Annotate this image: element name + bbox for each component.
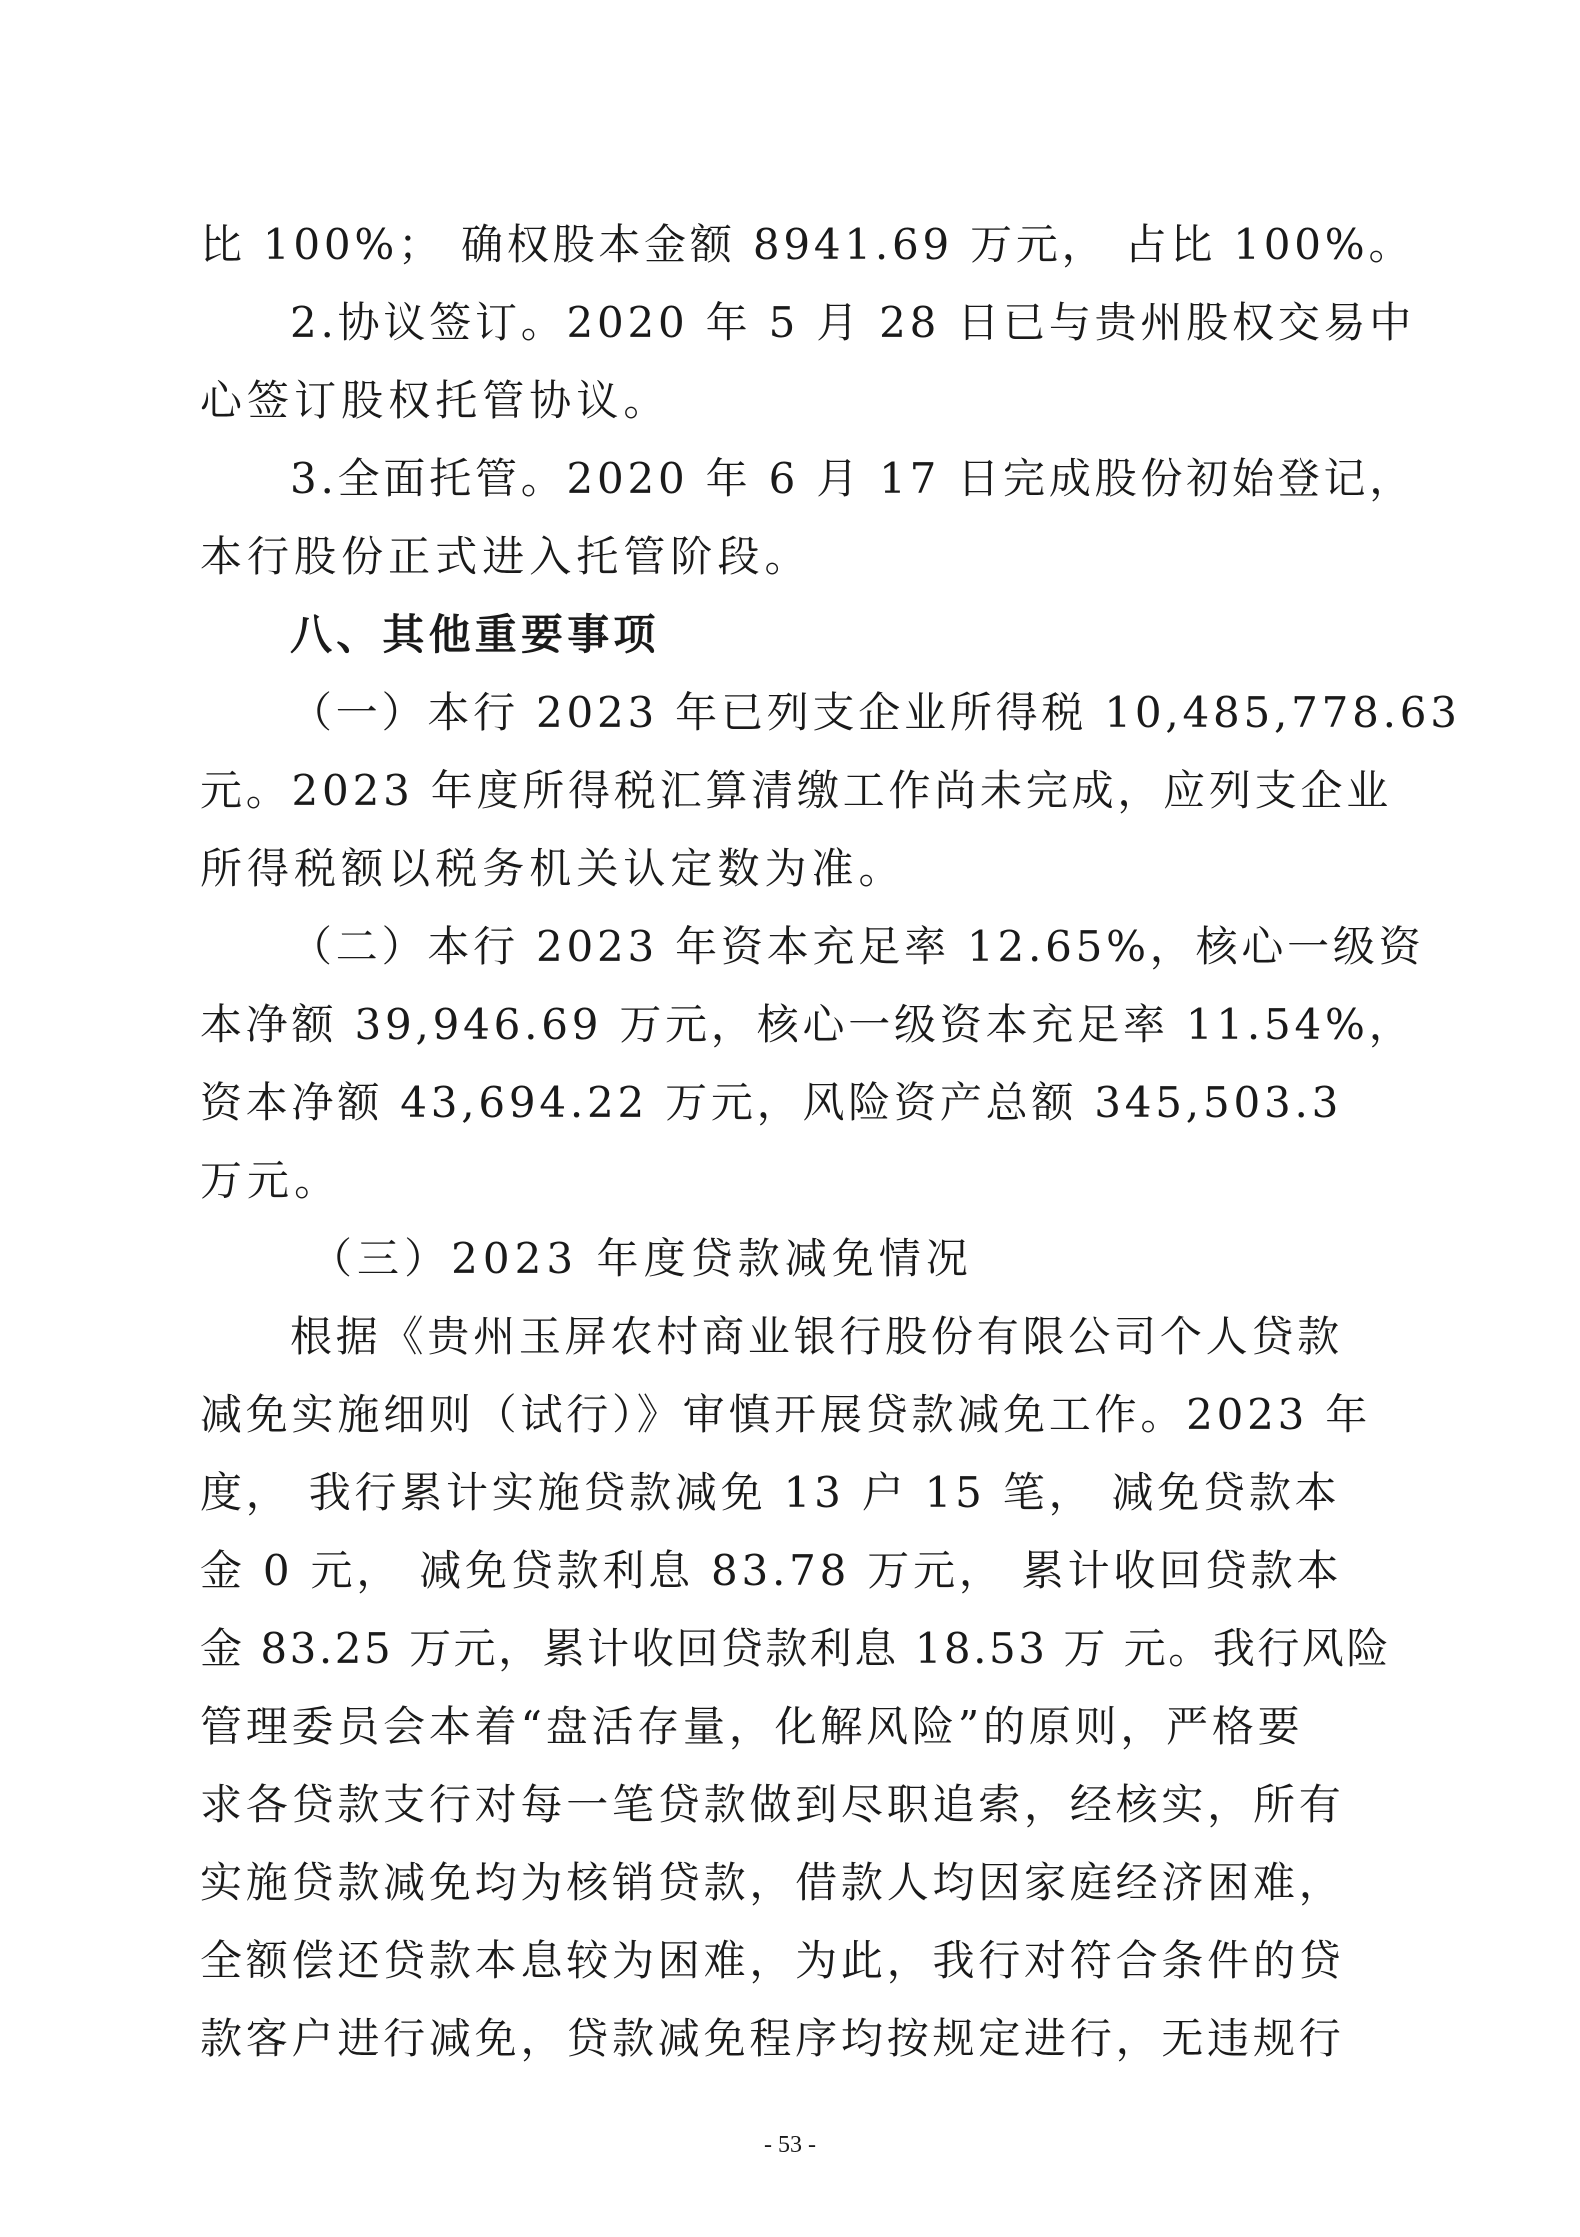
text-line: 本净额 39,946.69 万元，核心一级资本充足率 11.54%，	[200, 1000, 1415, 1049]
text-line: 2.协议签订。2020 年 5 月 28 日已与贵州股权交易中	[290, 298, 1416, 347]
page-number: - 53 -	[764, 2132, 816, 2158]
text-line: 度， 我行累计实施贷款减免 13 户 15 笔， 减免贷款本	[200, 1468, 1341, 1517]
text-line: 全额偿还贷款本息较为困难，为此，我行对符合条件的贷	[200, 1936, 1345, 1985]
text-line: 比 100%； 确权股本金额 8941.69 万元， 占比 100%。	[200, 220, 1415, 269]
text-line: 金 0 元， 减免贷款利息 83.78 万元， 累计收回贷款本	[200, 1546, 1343, 1595]
text-line: 减免实施细则（试行）》审慎开展贷款减免工作。2023 年	[200, 1390, 1372, 1439]
section-heading: 八、其他重要事项	[290, 610, 660, 659]
text-line: 求各贷款支行对每一笔贷款做到尽职追索，经核实，所有	[200, 1780, 1345, 1829]
text-line: 根据《贵州玉屏农村商业银行股份有限公司个人贷款	[290, 1312, 1343, 1361]
text-line: 所得税额以税务机关认定数为准。	[200, 844, 906, 893]
text-line: 金 83.25 万元，累计收回贷款利息 18.53 万 元。我行风险	[200, 1624, 1391, 1673]
text-line: 款客户进行减免，贷款减免程序均按规定进行，无违规行	[200, 2014, 1345, 2063]
text-line: 管理委员会本着“盘活存量，化解风险”的原则，严格要	[200, 1702, 1304, 1751]
text-line: 资本净额 43,694.22 万元，风险资产总额 345,503.3	[200, 1078, 1343, 1127]
text-line: 心签订股权托管协议。	[200, 376, 671, 425]
text-line: 元。2023 年度所得税汇算清缴工作尚未完成，应列支企业	[200, 766, 1393, 815]
text-line: 实施贷款减免均为核销贷款，借款人均因家庭经济困难，	[200, 1858, 1345, 1907]
text-line: 3.全面托管。2020 年 6 月 17 日完成股份初始登记，	[290, 454, 1416, 503]
text-line: 万元。	[200, 1156, 342, 1205]
subsection-heading: （三）2023 年度贷款减免情况	[310, 1234, 973, 1283]
text-line: （二）本行 2023 年资本充足率 12.65%，核心一级资	[290, 922, 1425, 971]
text-line: （一）本行 2023 年已列支企业所得税 10,485,778.63	[290, 688, 1461, 737]
text-line: 本行股份正式进入托管阶段。	[200, 532, 812, 581]
